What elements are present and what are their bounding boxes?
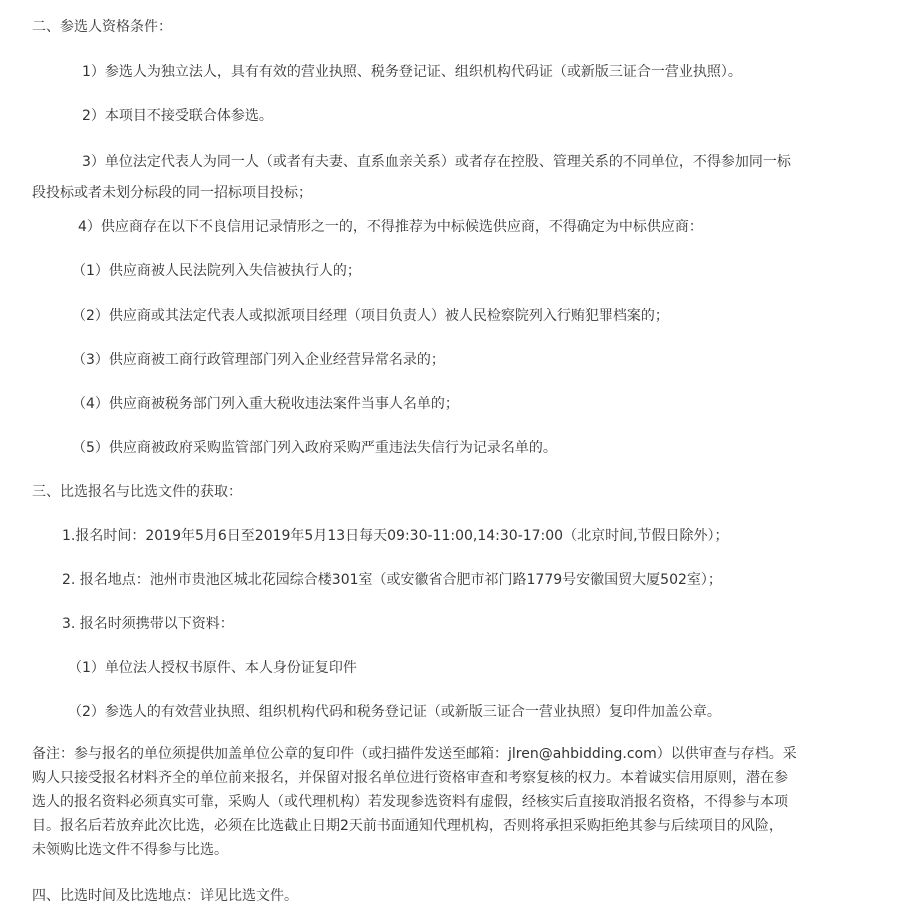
note-line-2: 购人只接受报名材料齐全的单位前来报名，并保留对报名单位进行资格审查和考察复核的权力。本着诚实信用原则，潜在参 [32, 770, 788, 786]
s3-sub-2: （2）参选人的有效营业执照、组织机构代码和税务登记证（或新版三证合一营业执照）复印件加盖公章。 [68, 704, 721, 720]
note-line-1: 备注：参与报名的单位须提供加盖单位公章的复印件（或扫描件发送至邮箱：jlren@ahbidding.com）以供审查与存档。采 [32, 746, 797, 762]
section-3-heading: 三、比选报名与比选文件的获取： [32, 484, 242, 500]
section-2-heading: 二、参选人资格条件： [32, 19, 172, 35]
note-line-5: 未领购比选文件不得参与比选。 [32, 842, 228, 858]
s2-item-1: 1）参选人为独立法人，具有有效的营业执照、税务登记证、组织机构代码证（或新版三证合一营业执照）。 [82, 64, 742, 80]
s2-item-2: 2）本项目不接受联合体参选。 [82, 108, 273, 124]
section-4-heading: 四、比选时间及比选地点：详见比选文件。 [32, 888, 298, 904]
s2-item-3-cont: 段投标或者未划分标段的同一招标项目投标； [32, 185, 312, 201]
s2-sub-1: （1）供应商被人民法院列入失信被执行人的； [72, 263, 361, 279]
s2-sub-4: （4）供应商被税务部门列入重大税收违法案件当事人名单的； [72, 396, 459, 412]
note-line-3: 选人的报名资料必须真实可靠，采购人（或代理机构）若发现参选资料有虚假，经核实后直接取消报名资格，不得参与本项 [32, 794, 788, 810]
s2-sub-2: （2）供应商或其法定代表人或拟派项目经理（项目负责人）被人民检察院列入行贿犯罪档案的； [72, 308, 669, 324]
s3-item-2: 2. 报名地点：池州市贵池区城北花园综合楼301室（或安徽省合肥市祁门路1779号安徽国贸大厦502室）； [62, 572, 722, 588]
s2-sub-5: （5）供应商被政府采购监管部门列入政府采购严重违法失信行为记录名单的。 [72, 440, 557, 456]
s2-sub-3: （3）供应商被工商行政管理部门列入企业经营异常名录的； [72, 352, 445, 368]
s3-item-1: 1.报名时间：2019年5月6日至2019年5月13日每天09:30-11:00,14:30-17:00（北京时间,节假日除外）； [62, 528, 729, 544]
s3-item-3: 3. 报名时须携带以下资料： [62, 616, 234, 632]
note-line-4: 目。报名后若放弃此次比选，必须在比选截止日期2天前书面通知代理机构，否则将承担采购拒绝其参与后续项目的风险， [32, 818, 783, 834]
s3-sub-1: （1）单位法人授权书原件、本人身份证复印件 [68, 660, 357, 676]
s2-item-4: 4）供应商存在以下不良信用记录情形之一的，不得推荐为中标候选供应商，不得确定为中标供应商： [78, 219, 703, 235]
s2-item-3: 3）单位法定代表人为同一人（或者有夫妻、直系血亲关系）或者存在控股、管理关系的不同单位，不得参加同一标 [82, 154, 791, 170]
